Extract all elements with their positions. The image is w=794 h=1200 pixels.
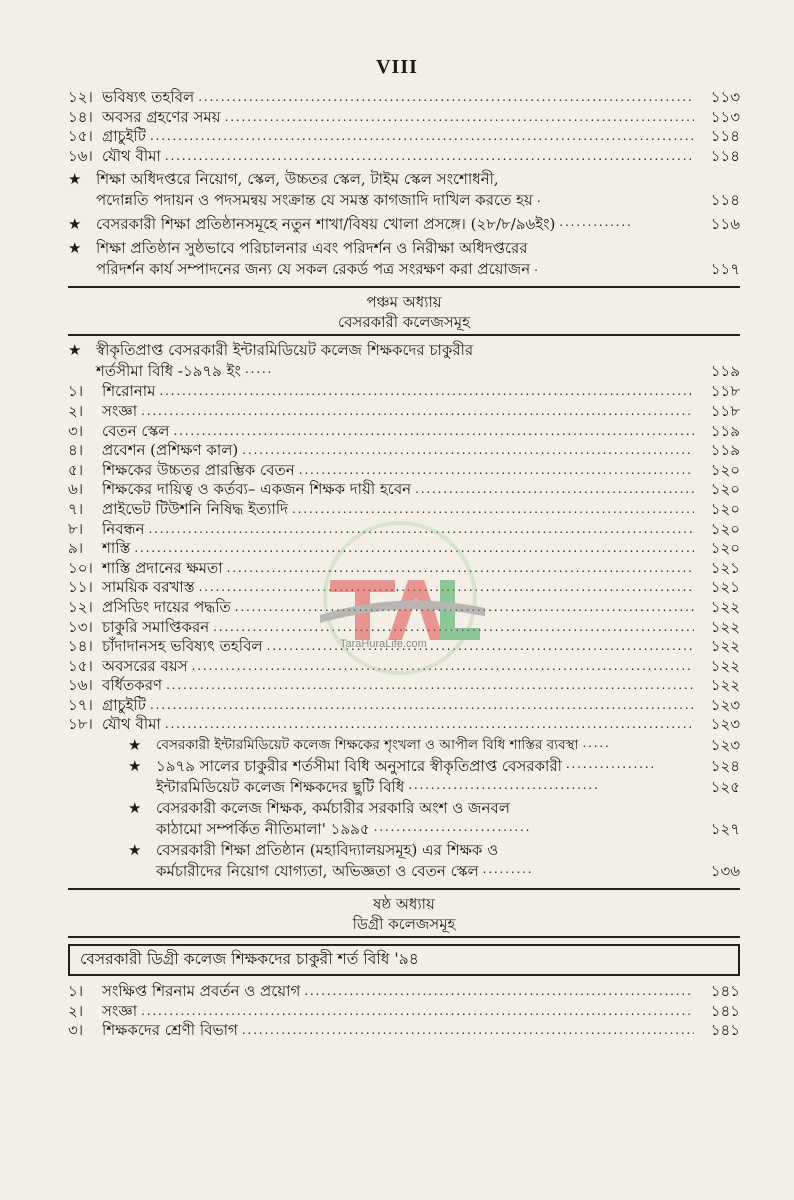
dot-leader: [242, 441, 694, 461]
item-number: ১২।: [68, 597, 93, 616]
section-divider: [68, 286, 740, 288]
dot-leader: [582, 735, 694, 756]
item-number: ১।: [68, 382, 84, 401]
item-line: পদোন্নতি পদায়ন ও পদসমন্বয় সংক্রান্ত যে সমস্ত কাগজাদি দাখিল করতে হয়: [96, 191, 533, 210]
item-page: ১১৪: [710, 191, 740, 210]
star-icon: ★: [128, 799, 142, 818]
item-page: ১১৮: [710, 401, 740, 420]
item-page: ১১৪: [710, 127, 740, 146]
item-number: ১৮।: [68, 715, 93, 734]
item-page: ১১৩: [710, 107, 740, 126]
dot-leader: [242, 1021, 694, 1041]
star-icon: ★: [68, 215, 82, 234]
item-line-last: [96, 259, 698, 280]
indent-spacer: [68, 840, 128, 882]
indent-spacer: [68, 735, 128, 756]
item-label: যৌথ বীমা: [102, 146, 161, 165]
item-page: ১১৭: [710, 260, 740, 279]
item-number: ৪।: [68, 441, 84, 460]
dot-leader: [408, 777, 694, 798]
item-page: ১২০: [710, 460, 740, 479]
item-label: প্রাইভেট টিউশনি নিষিদ্ধ ইত্যাদি: [102, 499, 289, 518]
item-label: যৌথ বীমা: [102, 715, 161, 734]
item-line: শিক্ষা অধিদপ্তরে নিয়োগ, স্কেল, উচ্চতর স্কেল, টাইম স্কেল সংশোধনী,: [96, 170, 499, 189]
item-page: ১৪১: [710, 982, 740, 1001]
item-line: বেসরকারী কলেজ শিক্ষক, কর্মচারীর সরকারি অংশ ও জনবল: [156, 799, 510, 818]
item-line-last: [96, 361, 698, 382]
list-item: [68, 715, 740, 735]
item-line: বেসরকারী ইন্টারমিডিয়েট কলেজ শিক্ষকের শৃংখলা ও আপীল বিধি শাস্তির ব্যবস্থা: [156, 737, 579, 754]
chapter-subheading: ডিগ্রী কলেজসমূহ: [68, 914, 740, 938]
watermark-site: TaraHuraLife.com: [340, 638, 427, 650]
dot-leader: [159, 382, 694, 402]
star-icon: ★: [68, 341, 82, 360]
item-label: প্রবেশন (প্রশিক্ষণ কাল): [102, 441, 239, 460]
list-item-multiline: [68, 840, 740, 882]
list-item: [68, 480, 740, 500]
item-body: [96, 169, 698, 211]
item-number: ১৬।: [68, 676, 93, 695]
item-body: [156, 735, 698, 756]
item-line: কাঠামো সম্পর্কিত নীতিমালা' ১৯৯৫: [156, 820, 370, 839]
list-item-multiline: [68, 756, 740, 777]
item-number: ৩।: [68, 421, 84, 440]
indent-spacer: [68, 756, 128, 777]
dot-leader: [537, 190, 694, 211]
item-page: ১২১: [710, 558, 740, 577]
item-line-last: [156, 735, 698, 756]
star-icon: ★: [128, 841, 142, 860]
item-body: [156, 777, 698, 798]
item-page: ১২২: [710, 597, 740, 616]
indent-spacer: [68, 798, 128, 840]
dot-leader: [415, 480, 694, 500]
item-page: ১২২: [710, 637, 740, 656]
item-page: ১১৪: [710, 146, 740, 165]
list-item-multiline: [68, 798, 740, 840]
dot-leader: [559, 214, 694, 235]
item-page: ১২১: [710, 578, 740, 597]
indent-spacer: [68, 777, 128, 798]
dot-leader: [534, 259, 694, 280]
item-label: সাময়িক বরখাস্ত: [102, 578, 195, 597]
star-icon: ★: [68, 239, 82, 258]
item-body: [156, 756, 698, 777]
item-page: ১২৩: [710, 695, 740, 714]
item-line-last: [156, 777, 698, 798]
item-label: নিবন্ধন: [102, 519, 145, 538]
dot-leader: [299, 461, 694, 481]
list-item: [68, 127, 740, 147]
item-number: ১২।: [68, 88, 93, 106]
item-page: ১২৪: [710, 757, 740, 776]
item-number: ২।: [68, 1001, 84, 1020]
dot-leader: [165, 147, 694, 167]
item-page: ১৪১: [710, 1021, 740, 1040]
item-number: ৬।: [68, 480, 84, 499]
item-label: ভবিষ্যৎ তহবিল: [102, 88, 195, 106]
item-number: ৫।: [68, 460, 84, 479]
list-item-multiline: [68, 735, 740, 756]
dot-leader: [173, 422, 694, 442]
item-page: ১২০: [710, 539, 740, 558]
item-page: ১২০: [710, 499, 740, 518]
dot-leader: [225, 108, 694, 128]
boxed-title: বেসরকারী ডিগ্রী কলেজ শিক্ষকদের চাকুরী শর্ত বিধি '৯৪: [68, 944, 740, 976]
item-line-last: [156, 819, 698, 840]
list-item-multiline: [68, 238, 740, 280]
list-item: [68, 402, 740, 422]
list-item: [68, 461, 740, 481]
item-number: ৯।: [68, 539, 84, 558]
item-line: শর্তসীমা বিধি -১৯৭৯ ইং: [96, 362, 241, 381]
item-label: শিরোনাম: [102, 382, 156, 401]
item-line: ১৯৭৯ সালের চাকুরীর শর্তসীমা বিধি অনুসারে স্বীকৃতিপ্রাপ্ত বেসরকারী: [156, 757, 562, 776]
item-label: চাকুরি সমাপ্তিকরন: [102, 617, 210, 636]
item-number: ১।: [68, 982, 84, 1001]
item-label: সংজ্ঞা: [102, 1001, 138, 1020]
item-body: [96, 214, 698, 235]
item-label: চাঁদাদানসহ ভবিষ্যৎ তহবিল: [102, 637, 263, 656]
item-line: বেসরকারী শিক্ষা প্রতিষ্ঠান (মহাবিদ্যালয়সমূহ) এর শিক্ষক ও: [156, 841, 499, 860]
item-page: ১২৭: [710, 820, 740, 839]
item-number: ১৬।: [68, 146, 93, 165]
item-page: ১১৬: [710, 215, 740, 234]
star-icon: ★: [128, 736, 142, 755]
chapter-heading: পঞ্চম অধ্যায়: [366, 293, 442, 312]
item-label: বর্ধিতকরণ: [102, 676, 163, 695]
item-page: ১১৯: [710, 441, 740, 460]
item-number: ১৭।: [68, 695, 93, 714]
item-line: কর্মচারীদের নিয়োগ যোগ্যতা, অভিজ্ঞতা ও বেতন স্কেল: [156, 862, 479, 881]
item-label: অবসর গ্রহণের সময়: [102, 107, 221, 126]
item-page: ১২২: [710, 656, 740, 675]
item-line: ইন্টারমিডিয়েট কলেজ শিক্ষকদের ছুটি বিধি: [156, 778, 405, 797]
item-number: ১৫।: [68, 656, 93, 675]
item-body: [96, 340, 698, 382]
item-number: ১৩।: [68, 617, 93, 636]
dot-leader: [245, 361, 694, 382]
item-number: ৮।: [68, 519, 84, 538]
watermark-logo: [300, 520, 500, 690]
dot-leader: [150, 696, 694, 716]
list-item: [68, 1021, 740, 1041]
list-item: [68, 382, 740, 402]
item-label: বেতন স্কেল: [102, 421, 170, 440]
item-label: শিক্ষকদের শ্রেণী বিভাগ: [102, 1021, 238, 1040]
chapter-heading: ষষ্ঠ অধ্যায়: [373, 895, 435, 914]
item-number: ১১।: [68, 578, 93, 597]
star-icon: [128, 777, 156, 798]
item-label: শিক্ষকের উচ্চতর প্রারম্ভিক বেতন: [102, 460, 295, 479]
item-body: [156, 798, 698, 840]
chapter-subheading: বেসরকারী কলেজসমূহ: [68, 312, 740, 336]
list-item: [68, 441, 740, 461]
item-label: সংজ্ঞা: [102, 401, 138, 420]
item-page: ১১৯: [710, 421, 740, 440]
list-item: [68, 500, 740, 520]
item-page: ১৩৬: [710, 862, 740, 881]
item-label: অবসরের বয়স: [102, 656, 188, 675]
item-label: গ্রাচুইটি: [102, 127, 146, 146]
item-body: [156, 840, 698, 882]
item-label: সংক্ষিপ্ত শিরনাম প্রবর্তন ও প্রয়োগ: [102, 982, 301, 1001]
item-page: ১২০: [710, 519, 740, 538]
item-page: ১২২: [710, 617, 740, 636]
item-page: ১১৮: [710, 382, 740, 401]
item-body: [96, 238, 698, 280]
item-number: ২।: [68, 401, 84, 420]
item-page: ১২৫: [710, 778, 740, 797]
item-line-last: [96, 190, 698, 211]
item-line: স্বীকৃতিপ্রাপ্ত বেসরকারী ইন্টারমিডিয়েট কলেজ শিক্ষকদের চাকুরীর: [96, 341, 474, 360]
item-label: শাস্তি: [102, 539, 131, 558]
item-line-last: [96, 214, 698, 235]
item-label: গ্রাচুইটি: [102, 695, 146, 714]
dot-leader: [292, 500, 694, 520]
item-number: ৭।: [68, 499, 84, 518]
item-page: ১৪১: [710, 1001, 740, 1020]
list-item: [68, 422, 740, 442]
list-item: [68, 696, 740, 716]
item-line-last: [156, 756, 698, 777]
item-page: ১১৩: [710, 88, 740, 106]
list-item-multiline: [68, 340, 740, 382]
item-page: ১২০: [710, 480, 740, 499]
section-divider: [68, 888, 740, 890]
item-number: ১৫।: [68, 127, 93, 146]
item-page: ১২৩: [710, 715, 740, 734]
dot-leader: [566, 756, 694, 777]
page-number: VIII: [376, 56, 418, 78]
item-line: বেসরকারী শিক্ষা প্রতিষ্ঠানসমূহে নতুন শাখা/বিষয় খোলা প্রসঙ্গে। (২৮/৮/৯৬ইং): [96, 215, 556, 234]
list-item: [68, 108, 740, 128]
item-line: পরিদর্শন কার্য সম্পাদনের জন্য যে সকল রেকর্ড পত্র সংরক্ষণ করা প্রয়োজন: [96, 260, 531, 279]
item-label: শাস্তি প্রদানের ক্ষমতা: [102, 558, 223, 577]
list-item-multiline: [68, 214, 740, 235]
list-item: [68, 88, 740, 108]
dot-leader: [165, 715, 694, 735]
list-item: [68, 147, 740, 167]
list-item-multiline: [68, 777, 740, 798]
list-item: [68, 982, 740, 1002]
item-line-last: [156, 861, 698, 882]
item-number: ১৪।: [68, 637, 93, 656]
item-page: ১২৩: [710, 736, 740, 755]
list-item: [68, 1002, 740, 1022]
dot-leader: [304, 982, 694, 1002]
item-number: ১৪।: [68, 107, 93, 126]
item-page: ১২২: [710, 676, 740, 695]
star-icon: ★: [128, 757, 142, 776]
dot-leader: [374, 819, 694, 840]
dot-leader: [150, 127, 694, 147]
item-label: প্রসিডিং দায়ের পদ্ধতি: [102, 597, 231, 616]
item-line: শিক্ষা প্রতিষ্ঠান সুষ্ঠভাবে পরিচালনার এবং পরিদর্শন ও নিরীক্ষা অধিদপ্তরের: [96, 239, 528, 258]
list-item-multiline: [68, 169, 740, 211]
dot-leader: [141, 402, 694, 422]
dot-leader: [483, 861, 694, 882]
item-label: শিক্ষকের দায়িত্ব ও কর্তব্য– একজন শিক্ষক দায়ী হবেন: [102, 480, 412, 499]
item-number: ১০।: [68, 558, 93, 577]
dot-leader: [141, 1002, 694, 1022]
dot-leader: [198, 88, 694, 108]
item-number: ৩।: [68, 1021, 84, 1040]
item-page: ১১৯: [710, 362, 740, 381]
star-icon: ★: [68, 170, 82, 189]
